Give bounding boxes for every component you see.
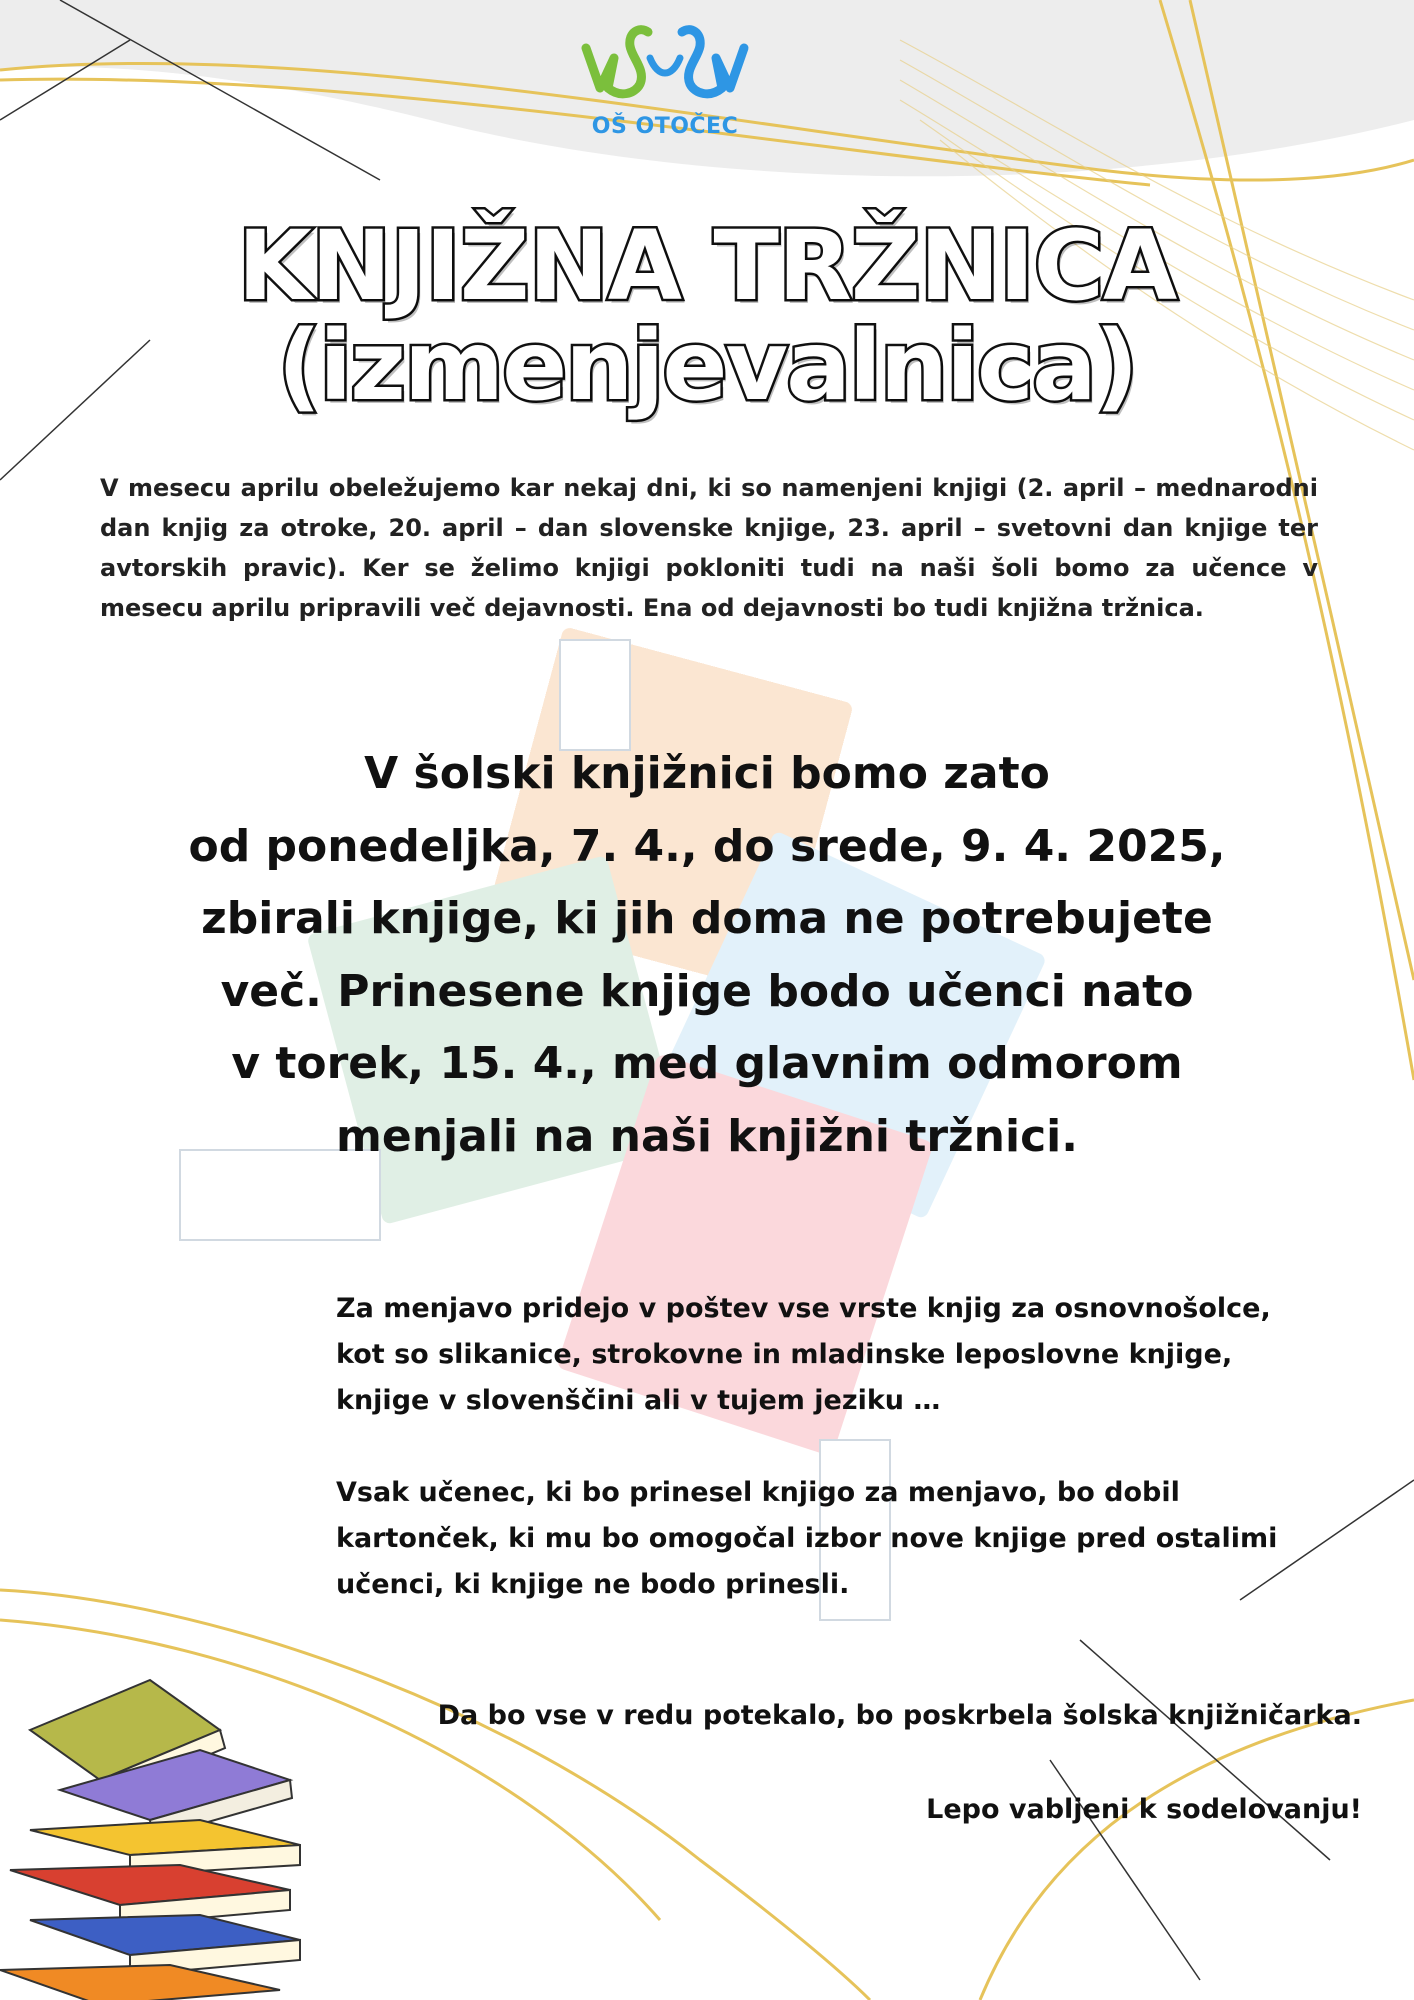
poster-subtitle: (izmenjevalnica) [277, 310, 1137, 422]
announcement-line: menjali na naši knjižni tržnici. [336, 1110, 1078, 1162]
announcement-line: od ponedeljka, 7. 4., do srede, 9. 4. 2025, [188, 820, 1226, 872]
details-line: kot so slikanice, strokovne in mladinske leposlovne knjige, [336, 1339, 1233, 1370]
announcement-line: V šolski knjižnici bomo zato [364, 748, 1050, 799]
details-paragraph-books [336, 1286, 1336, 1424]
details-line: učenci, ki knjige ne bodo prinesli. [336, 1569, 850, 1600]
details-line: Vsak učenec, ki bo prinesel knjigo za menjavo, bo dobil [336, 1477, 1180, 1508]
swan-logo-icon [580, 18, 750, 113]
poster-title: KNJIŽNA TRŽNICA [237, 210, 1177, 322]
closing-note: Da bo vse v redu potekalo, bo poskrbela šolska knjižničarka. [437, 1700, 1362, 1731]
main-announcement [90, 738, 1324, 1173]
intro-paragraph: V mesecu aprilu obeležujemo kar nekaj dni, ki so namenjeni knjigi (2. april – mednarodni dan knjig za otroke, 20. april – dan slovenske knjige, 23. april – svetovni dan knjige ter avtorskih pravic). Ker se želimo knjigi pokloniti tudi na naši šoli bomo za učence v mesecu aprilu pripravili več dejavnosti. Ena od dejavnosti bo tudi knjižna tržnica. [100, 474, 1318, 622]
announcement-line: več. Prinesene knjige bodo učenci nato [220, 965, 1194, 1017]
details-paragraph-card [336, 1470, 1336, 1608]
school-name: OŠ OTOČEC [591, 114, 739, 139]
announcement-line: zbirali knjige, ki jih doma ne potrebujete [201, 893, 1213, 944]
details-line: Za menjavo pridejo v poštev vse vrste knjig za osnovnošolce, [336, 1293, 1271, 1324]
details-line: kartonček, ki mu bo omogočal izbor nove knjige pred ostalimi [336, 1523, 1278, 1554]
book-stack-icon [0, 1670, 320, 2000]
details-line: knjige v slovenščini ali v tujem jeziku … [336, 1385, 941, 1416]
school-logo [580, 18, 750, 148]
invitation: Lepo vabljeni k sodelovanju! [926, 1794, 1362, 1825]
announcement-line: v torek, 15. 4., med glavnim odmorom [231, 1038, 1183, 1089]
